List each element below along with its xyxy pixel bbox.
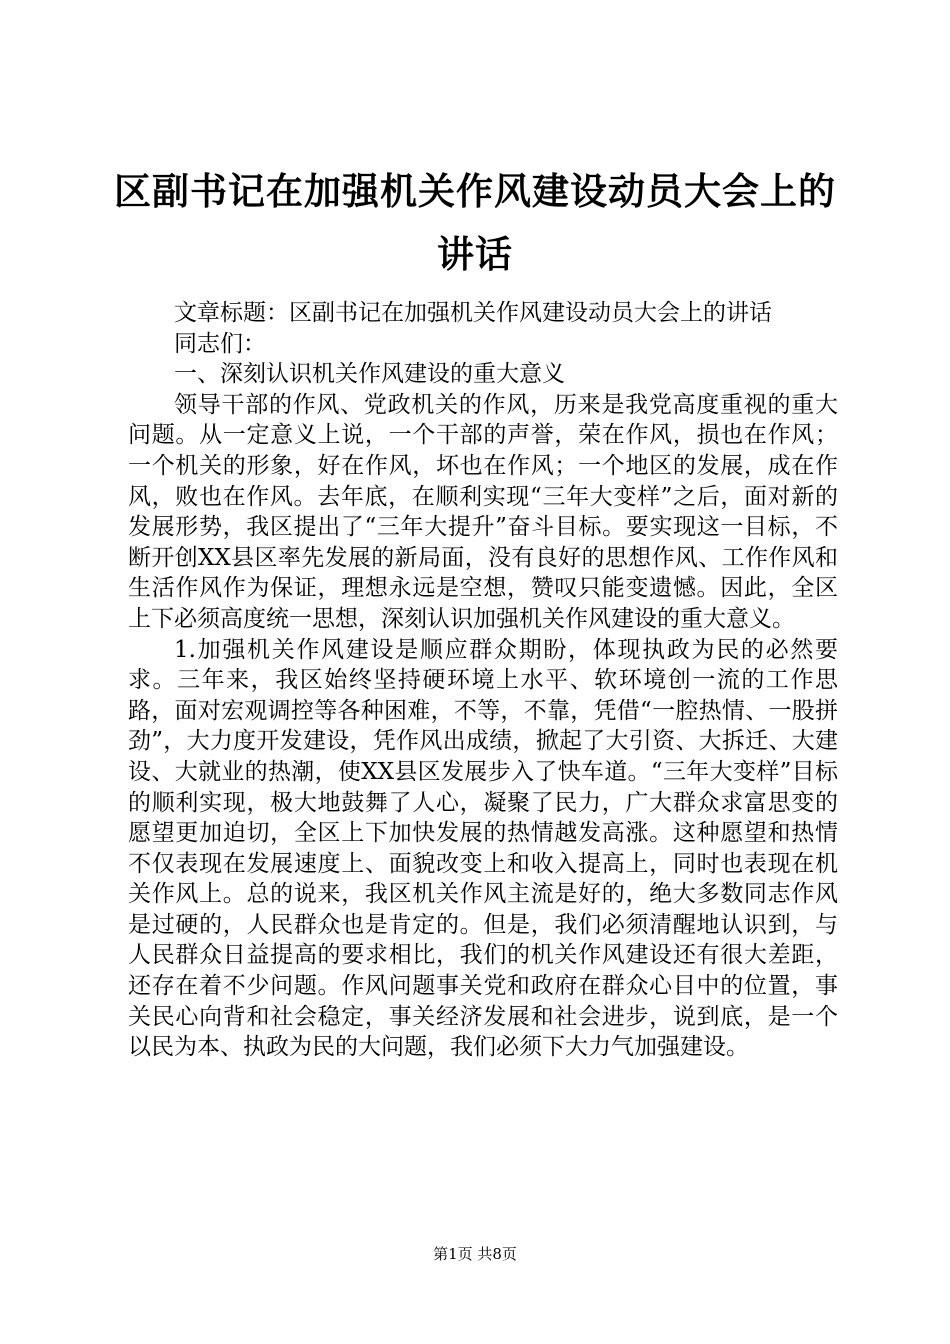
section-heading: 一、深刻认识机关作风建设的重大意义	[174, 361, 565, 388]
body-paragraph: 领导干部的作风、党政机关的作风，历来是我党高度重视的重大问题。从一定意义上说，一个干部的声誉，荣在作风，损也在作风；一个机关的形象，好在作风，坏也在作风；一个地区的发展，成在作风，败也在作风。去年底，在顺利实现“三年大变样”之后，面对新的发展形势，我区提出了“三年大提升”奋斗目标。要实现这一目标，不断开创XX县区率先发展的新局面，没有良好的思想作风、工作作风和生活作风作为保证，理想永远是空想，赞叹只能变遗憾。因此，全区上下必须高度统一思想，深刻认识加强机关作风建设的重大意义。	[128, 391, 838, 632]
body-paragraph: 1.加强机关作风建设是顺应群众期盼，体现执政为民的必然要求。三年来，我区始终坚持硬环境上水平、软环境创一流的工作思路，面对宏观调控等各种困难，不等，不靠，凭借“一腔热情、一股拼劲”，大力度开发建设，凭作风出成绩，掀起了大引资、大拆迁、大建设、大就业的热潮，使XX县区发展步入了快车道。“三年大变样”目标的顺利实现，极大地鼓舞了人心，凝聚了民力，广大群众求富思变的愿望更加迫切，全区上下加快发展的热情越发高涨。这种愿望和热情不仅表现在发展速度上、面貌改变上和收入提高上，同时也表现在机关作风上。总的说来，我区机关作风主流是好的，绝大多数同志作风是过硬的，人民群众也是肯定的。但是，我们必须清醒地认识到，与人民群众日益提高的要求相比，我们的机关作风建设还有很大差距，还存在着不少问题。作风问题事关党和政府在群众心目中的位置，事关民心向背和社会稳定，事关经济发展和社会进步，说到底，是一个以民为本、执政为民的大问题，我们必须下大力气加强建设。	[128, 636, 838, 1061]
page-footer: 第1页 共8页	[433, 1245, 517, 1263]
article-title-line: 文章标题：区副书记在加强机关作风建设动员大会上的讲话	[174, 300, 772, 326]
document-title: 区副书记在加强机关作风建设动员大会上的讲话	[114, 169, 836, 276]
salutation: 同志们：	[174, 330, 266, 357]
document-body	[128, 298, 838, 1063]
